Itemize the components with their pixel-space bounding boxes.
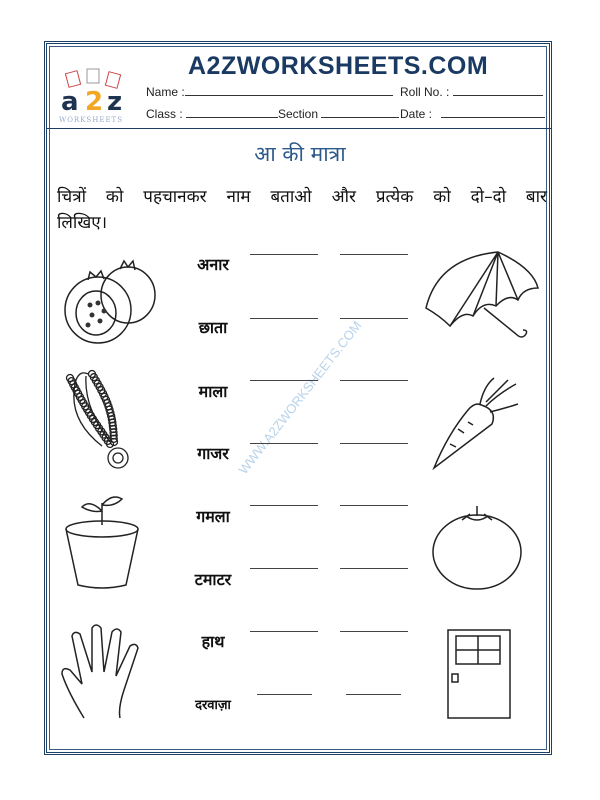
word-anar: अनार — [197, 255, 229, 274]
date-label: Date : — [400, 107, 433, 121]
writing-line[interactable] — [250, 631, 318, 632]
watermark: WWW.A2ZWORKSHEETS.COM — [235, 318, 365, 477]
word-darwaza: दरवाज़ा — [195, 698, 231, 713]
writing-line[interactable] — [250, 505, 318, 506]
writing-line[interactable] — [250, 443, 318, 444]
class-field[interactable] — [146, 107, 278, 121]
svg-text:WORKSHEETS: WORKSHEETS — [59, 116, 124, 124]
word-gamla: गमला — [196, 507, 230, 526]
svg-text:z: z — [107, 87, 123, 117]
roll-field[interactable] — [400, 85, 543, 99]
name-label: Name : — [146, 85, 185, 99]
instruction-line-2: लिखिए। — [57, 213, 108, 233]
writing-line[interactable] — [340, 505, 408, 506]
writing-line[interactable] — [340, 631, 408, 632]
writing-line[interactable] — [250, 318, 318, 319]
writing-line[interactable] — [340, 254, 408, 255]
flower-pot-picture — [62, 493, 144, 591]
instruction-line-1: चित्रों को पहचानकर नाम बताओ और प्रत्येक को दो–दो बार — [57, 187, 547, 207]
umbrella-picture — [418, 248, 548, 346]
hand-picture — [58, 622, 154, 722]
writing-line[interactable] — [340, 380, 408, 381]
writing-line[interactable] — [250, 380, 318, 381]
word-mala: माला — [198, 382, 228, 401]
tomato-picture — [430, 502, 524, 592]
site-name: A2ZWORKSHEETS.COM — [188, 52, 489, 80]
worksheet-title: आ की मात्रा — [254, 142, 346, 166]
section-label: Section — [278, 107, 319, 121]
roll-label: Roll No. : — [400, 85, 450, 99]
svg-text:a: a — [61, 87, 79, 117]
word-chhata: छाता — [198, 318, 228, 337]
word-haath: हाथ — [201, 632, 225, 651]
writing-line[interactable] — [250, 568, 318, 569]
word-tamatar: टमाटर — [194, 570, 232, 589]
date-field[interactable] — [400, 107, 545, 121]
writing-line[interactable] — [340, 568, 408, 569]
necklace-picture — [62, 368, 140, 474]
class-label: Class : — [146, 107, 183, 121]
writing-line[interactable] — [250, 254, 318, 255]
writing-line[interactable] — [340, 443, 408, 444]
writing-line[interactable] — [346, 694, 401, 695]
a2z-logo — [57, 68, 137, 124]
name-field[interactable] — [146, 85, 393, 99]
carrot-picture — [428, 374, 523, 472]
writing-line[interactable] — [340, 318, 408, 319]
header-divider — [47, 128, 552, 129]
writing-line[interactable] — [257, 694, 312, 695]
pomegranate-picture — [58, 255, 158, 347]
door-picture — [446, 628, 512, 720]
svg-text:2: 2 — [85, 87, 104, 117]
section-field[interactable] — [278, 107, 399, 121]
word-gajar: गाजर — [197, 444, 229, 463]
